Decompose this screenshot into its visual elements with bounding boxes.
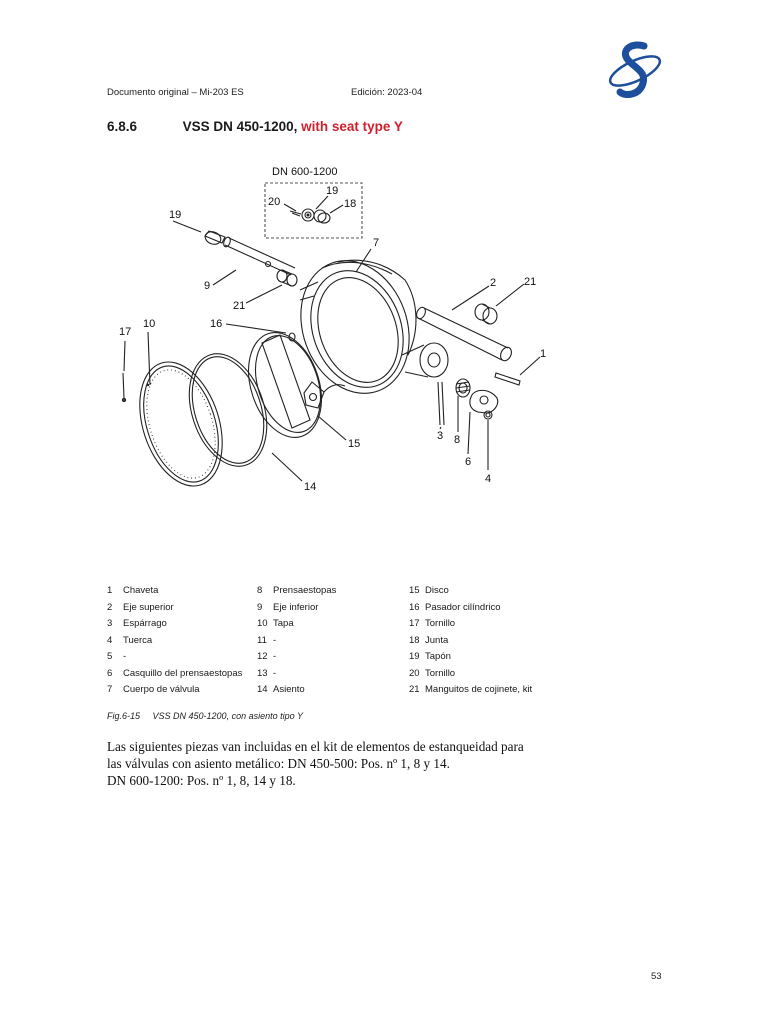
callout-15: 15 xyxy=(348,438,361,450)
callout-17: 17 xyxy=(119,326,132,338)
legend-item: 12 - xyxy=(257,651,277,662)
body-line: las válvulas con asiento metálico: DN 450-500: Pos. nº 1, 8 y 14. xyxy=(107,756,450,771)
document-label: Documento original – Mi-203 ES xyxy=(107,87,244,98)
legend-column-3 xyxy=(409,583,532,699)
legend-item: 2 Eje superior xyxy=(107,601,174,613)
callout-21: 21 xyxy=(233,300,246,312)
legend-item: 6 Casquillo del prensaestopas xyxy=(107,667,243,679)
callout-10: 10 xyxy=(143,318,156,330)
section-title: VSS DN 450-1200, xyxy=(182,119,298,134)
section-number: 6.8.6 xyxy=(107,119,138,134)
callout-16: 16 xyxy=(210,318,223,330)
legend-item: 8 Prensaestopas xyxy=(257,585,337,596)
legend-column-1 xyxy=(107,583,242,699)
callout-9: 9 xyxy=(204,280,211,292)
section-title-highlight: with seat type Y xyxy=(301,119,403,134)
callout-3: 3 xyxy=(437,430,444,442)
legend-item: 15 Disco xyxy=(409,585,449,596)
callout-19-inset: 19 xyxy=(326,185,339,197)
legend-item: 7 Cuerpo de válvula xyxy=(107,684,200,695)
callout-2: 2 xyxy=(490,277,497,289)
legend-item: 3 Espárrago xyxy=(107,618,167,629)
legend-item: 20 Tornillo xyxy=(409,667,456,679)
callout-18: 18 xyxy=(344,198,357,210)
legend-item: 4 Tuerca xyxy=(107,634,153,646)
legend-column-2 xyxy=(257,583,336,699)
legend-item: 1 Chaveta xyxy=(107,585,159,596)
legend-item: 16 Pasador cilíndrico xyxy=(409,601,501,613)
body-line: DN 600-1200: Pos. nº 1, 8, 14 y 18. xyxy=(107,773,296,788)
legend-item: 11 - xyxy=(257,634,277,646)
callout-1: 1 xyxy=(540,348,547,360)
legend-item: 19 Tapón xyxy=(409,651,451,662)
legend-item: 5 - xyxy=(107,651,127,662)
figure-caption: Fig.6-15 VSS DN 450-1200, con asiento tipo Y xyxy=(107,711,303,721)
body-paragraph xyxy=(107,738,667,789)
callout-21-upper: 21 xyxy=(524,276,537,288)
legend-item: 13 - xyxy=(257,667,277,679)
callout-6: 6 xyxy=(465,456,472,468)
legend-item: 21 Manguitos de cojinete, kit xyxy=(409,684,533,695)
page-number: 53 xyxy=(651,971,662,982)
legend-item: 18 Junta xyxy=(409,634,449,646)
callout-14: 14 xyxy=(304,481,317,493)
body-line: Las siguientes piezas van incluidas en el kit de elementos de estanqueidad para xyxy=(107,739,524,754)
callout-8: 8 xyxy=(454,434,461,446)
edition-label: Edición: 2023-04 xyxy=(351,87,423,98)
legend-item: 17 Tornillo xyxy=(409,618,456,629)
callout-4: 4 xyxy=(485,473,492,485)
inset-label: DN 600-1200 xyxy=(272,166,338,178)
legend-item: 10 Tapa xyxy=(257,618,294,629)
legend-item: 14 Asiento xyxy=(257,684,305,695)
legend-item: 9 Eje inferior xyxy=(257,601,319,613)
callout-7: 7 xyxy=(373,237,380,249)
callout-19: 19 xyxy=(169,209,182,221)
callout-20: 20 xyxy=(268,196,281,208)
